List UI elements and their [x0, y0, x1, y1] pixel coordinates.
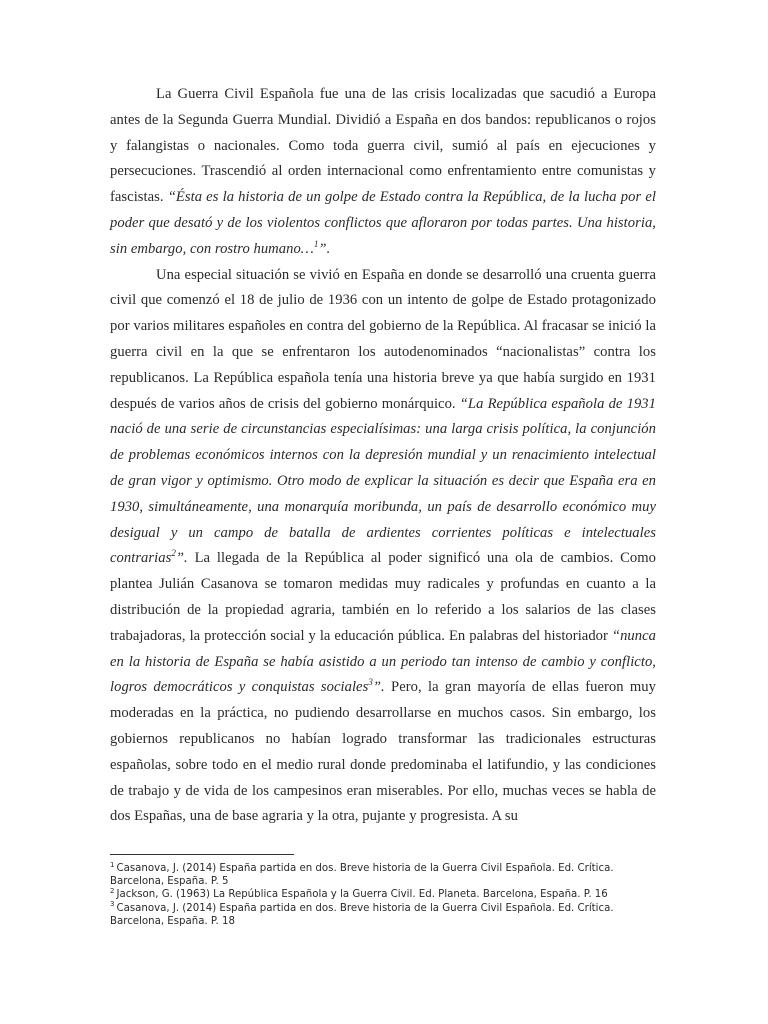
paragraph-1	[110, 82, 656, 263]
footnote-text: Casanova, J. (2014) España partida en dos. Breve historia de la Guerra Civil Española. Ed. Crítica. Barcelona, España. P. 18	[110, 902, 614, 927]
paragraph-text: La Guerra Civil Española fue una de las crisis localizadas que sacudió a Europa antes de la Segunda Guerra Mundial. Dividió a España en dos bandos: republicanos o rojos y falangistas o nacionales. Como toda guerra civil, sumió al país en ejecuciones y persecuciones. Trascendió al orden internacional como enfrentamiento entre comunistas y fascistas.	[110, 86, 656, 206]
paragraph-text: Una especial situación se vivió en España en donde se desarrolló una cruenta guerra civil que comenzó el 18 de julio de 1936 con un intento de golpe de Estado protagonizado por varios militares españoles en contra del gobierno de la República. Al fracasar se inició la guerra civil en la que se enfrentaron los autodenominados “nacionalistas” contra los republicanos. La República española tenía una historia breve ya que había surgido en 1931 después de varios años de crisis del gobierno monárquico.	[110, 266, 656, 412]
footnote-number: 2	[110, 887, 115, 896]
footnote-reference[interactable]: 1	[313, 238, 319, 249]
footnote-reference[interactable]: 3	[368, 677, 373, 688]
footnotes	[110, 862, 656, 928]
quotation: “La República española de 1931 nació de una serie de circunstancias especialísimas: una larga crisis política, la conjunción de problemas económicos internos con la depresión mundial y un renacimiento intelectual de gran vigor y optimismo. Otro modo de explicar la situación es decir que España era en 1930, simultáneamente, una monarquía moribunda, un país de desarrollo económico muy desigual y un campo de batalla de ardientes corrientes políticas e intelectuales contrarias$^2$”.	[110, 395, 656, 567]
quotation: “Ésta es la historia de un golpe de Estado contra la República, de la lucha por el poder que desató y de los violentos conflictos que afloraron por todas partes. Una historia, sin embargo, con rostro humano…$^1$”.	[110, 189, 656, 257]
footnote-2	[110, 888, 656, 901]
footnote-number: 3	[110, 900, 115, 909]
footnote-1	[110, 862, 656, 888]
footnote-number: 1	[110, 860, 115, 869]
body-text	[110, 82, 656, 830]
footnote-text: Jackson, G. (1963) La República Española y la Guerra Civil. Ed. Planeta. Barcelona, España. P. 16	[116, 889, 608, 901]
quotation: “nunca en la historia de España se había asistido a un periodo tan intenso de cambio y conflicto, logros democráticos y conquistas sociales$^3$”.	[110, 627, 656, 696]
footnote-reference[interactable]: 2	[171, 548, 176, 559]
footnote-separator	[110, 854, 294, 855]
footnote-text: Casanova, J. (2014) España partida en dos. Breve historia de la Guerra Civil Española. Ed. Crítica. Barcelona, España. P. 5	[110, 863, 614, 888]
paragraph-2	[110, 263, 656, 831]
paragraph-text: La llegada de la República al poder significó una ola de cambios. Como plantea Julián Casanova se tomaron medidas muy radicales y profundas en cuanto a la distribución de la propiedad agraria, también en lo referido a los salarios de las clases trabajadoras, la protección social y la educación pública. En palabras del historiador	[110, 550, 656, 644]
footnote-3	[110, 902, 656, 928]
paragraph-text: Pero, la gran mayoría de ellas fueron muy moderadas en la práctica, no pudiendo desarrollarse en muchos casos. Sin embargo, los gobiernos republicanos no habían logrado transformar las tradicionales estructuras españolas, sobre todo en el medio rural donde predominaba el latifundio, y las condiciones de trabajo y de vida de los campesinos eran miserables. Por ello, muchas veces se habla de dos Españas, una de base agraria y la otra, pujante y progresista. A su	[110, 679, 656, 825]
